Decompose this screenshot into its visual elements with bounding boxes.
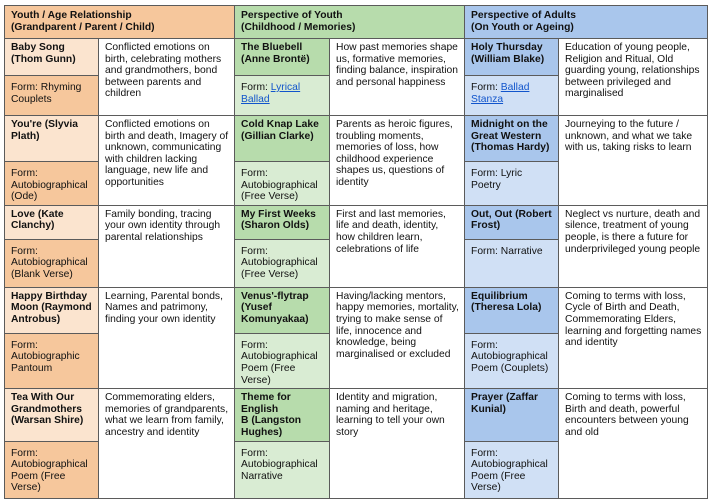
form-label: Form: [241, 339, 268, 351]
form-label: Form: [11, 447, 38, 459]
header-row [5, 6, 708, 39]
poem-themes: Conflicted emotions on birth, celebrating mothers and grandmothers, bond between parents and children [99, 39, 235, 116]
column-header-subtitle: (Childhood / Memories) [241, 21, 356, 33]
column-header-2 [235, 6, 465, 39]
form-label: Form: [241, 447, 268, 459]
poem-form [465, 441, 559, 498]
form-label: Form: [471, 339, 498, 351]
poem-title: Equilibrium (Theresa Lola) [465, 287, 559, 333]
poem-themes: Family bonding, tracing your own identity through parental relationships [99, 205, 235, 287]
column-header-1 [5, 6, 235, 39]
poem-form [235, 239, 330, 287]
poem-themes: Coming to terms with loss, Birth and death, powerful encounters between young and old [559, 389, 708, 498]
poem-title: Theme for English B (Langston Hughes) [235, 389, 330, 441]
poem-title: Tea With Our Grandmothers (Warsan Shire) [5, 389, 99, 441]
form-value: Lyric Poetry [471, 168, 523, 191]
form-label: Form: [11, 339, 38, 351]
poem-form [235, 333, 330, 388]
poem-themes: Neglect vs nurture, death and silence, treatment of young people, is there a future for underprivileged young people [559, 205, 708, 287]
form-value: Autobiographical Narrative [241, 459, 318, 482]
poem-form[interactable] [235, 76, 330, 116]
poetry-anthology-table [4, 5, 708, 499]
poem-row-title [5, 287, 708, 333]
poem-themes: First and last memories, life and death, identity, how children learn, celebrations of life [330, 205, 465, 287]
form-value: Autobiographic Pantoum [11, 351, 80, 374]
form-value: Autobiographical Poem (Free Verse) [471, 459, 548, 494]
form-label: Form: [11, 245, 38, 257]
poem-form [465, 162, 559, 206]
form-label: Form: [471, 82, 498, 93]
poem-row-title [5, 389, 708, 441]
form-value: Narrative [500, 245, 543, 257]
poem-title: Venus'-flytrap (Yusef Komunyakaa) [235, 287, 330, 333]
form-value: Autobiographical Poem (Free Verse) [241, 351, 318, 386]
poem-themes: Conflicted emotions on birth and death, Imagery of unknown, communicating with children lacking language, new life and opportunities [99, 116, 235, 206]
form-label: Form: [471, 447, 498, 459]
form-label: Form: [241, 168, 268, 179]
poem-title: You're (Slyvia Plath) [5, 116, 99, 162]
form-link[interactable]: Ballad Stanza [471, 82, 530, 105]
column-header-title: Perspective of Adults [471, 10, 576, 21]
poem-themes: How past memories shape us, formative memories, finding balance, inspiration and personal happiness [330, 39, 465, 116]
column-header-subtitle: (Grandparent / Parent / Child) [11, 21, 155, 33]
poem-title: Midnight on the Great Western (Thomas Hardy) [465, 116, 559, 162]
poem-title: Prayer (Zaffar Kunial) [465, 389, 559, 441]
form-value: Autobiographical Poem (Couplets) [471, 351, 549, 374]
poem-title: Holy Thursday (William Blake) [465, 39, 559, 76]
form-value: Autobiographical (Ode) [11, 179, 88, 203]
form-value: Autobiographical (Blank Verse) [11, 257, 88, 280]
poem-form[interactable] [465, 76, 559, 116]
poem-title: The Bluebell (Anne Brontë) [235, 39, 330, 76]
poem-themes: Identity and migration, naming and heritage, learning to tell your own story [330, 389, 465, 498]
poem-form [5, 239, 99, 287]
form-link[interactable]: Lyrical Ballad [241, 82, 301, 105]
form-label: Form: [11, 82, 38, 93]
form-value: Autobiographical (Free Verse) [241, 257, 318, 280]
poem-row-title [5, 205, 708, 239]
poem-themes: Having/lacking mentors, happy memories, mortality, trying to make sense of life, innocence and knowledge, being marginalised or excluded [330, 287, 465, 388]
poem-title: My First Weeks (Sharon Olds) [235, 205, 330, 239]
poem-title: Out, Out (Robert Frost) [465, 205, 559, 239]
poem-themes: Commemorating elders, memories of grandparents, what we learn from family, ancestry and identity [99, 389, 235, 498]
column-header-3 [465, 6, 708, 39]
form-value: Autobiographical (Free Verse) [241, 179, 318, 203]
form-value: Autobiographical Poem (Free Verse) [11, 459, 88, 494]
poem-row-title [5, 116, 708, 162]
poem-themes: Parents as heroic figures, troubling moments, memories of loss, how childhood experience shapes us, questions of identity [330, 116, 465, 206]
poem-form [5, 441, 99, 498]
form-label: Form: [241, 245, 268, 257]
poem-form [235, 441, 330, 498]
poem-form [465, 239, 559, 287]
poem-form [465, 333, 559, 388]
poem-row-title [5, 39, 708, 76]
poem-form [5, 76, 99, 116]
poem-title: Happy Birthday Moon (Raymond Antrobus) [5, 287, 99, 333]
column-header-title: Perspective of Youth [241, 10, 343, 21]
poem-themes: Learning, Parental bonds, Names and patrimony, finding your own identity [99, 287, 235, 388]
poem-title: Cold Knap Lake (Gillian Clarke) [235, 116, 330, 162]
form-label: Form: [11, 168, 38, 179]
column-header-title: Youth / Age Relationship [11, 10, 132, 21]
column-header-subtitle: (On Youth or Ageing) [471, 21, 574, 33]
form-value: Rhyming Couplets [11, 82, 82, 105]
poem-form [5, 162, 99, 206]
poem-form [5, 333, 99, 388]
poem-themes: Journeying to the future / unknown, and what we take with us, taking risks to learn [559, 116, 708, 206]
form-label: Form: [471, 168, 498, 179]
poem-form [235, 162, 330, 206]
poem-themes: Coming to terms with loss, Cycle of Birth and Death, Commemorating Elders, learning and forgetting names and identity [559, 287, 708, 388]
form-label: Form: [471, 245, 498, 257]
poem-themes: Education of young people, Religion and Ritual, Old guarding young, relationships between privileged and marginalised [559, 39, 708, 116]
form-label: Form: [241, 82, 268, 93]
poem-title: Love (Kate Clanchy) [5, 205, 99, 239]
poem-title: Baby Song (Thom Gunn) [5, 39, 99, 76]
